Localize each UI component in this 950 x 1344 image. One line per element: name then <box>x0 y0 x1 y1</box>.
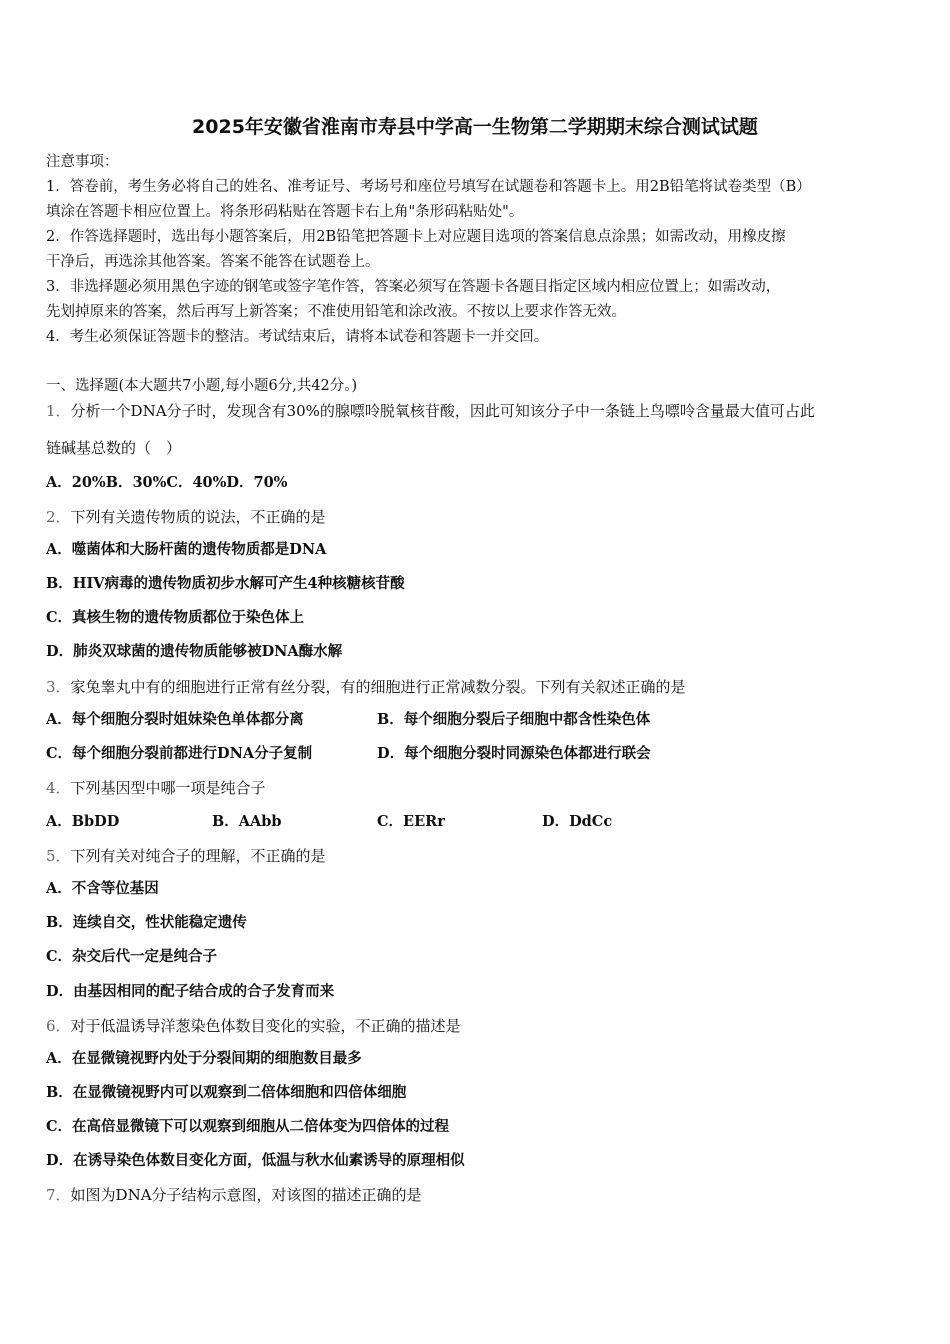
notice-line-6: 先划掉原来的答案，然后再写上新答案；不准使用铅笔和涂改液。不按以上要求作答无效。 <box>46 304 626 320</box>
notice-line-3: 2．作答选择题时，选出每小题答案后，用2B铅笔把答题卡上对应题目选项的答案信息点涂黑；如需改动，用橡皮擦 <box>46 229 786 245</box>
question-number: 7． <box>46 1186 71 1204</box>
option-b: B．HIV病毒的遗传物质初步水解可产生4种核糖核苷酸 <box>46 575 405 592</box>
option-d: D．每个细胞分裂时同源染色体都进行联会 <box>377 745 651 762</box>
question-1-stem-continued: 链碱基总数的（ ） <box>46 439 182 457</box>
question-7 <box>46 1185 422 1205</box>
option-a: A．BbDD <box>46 813 120 830</box>
option-d: D．DdCc <box>542 813 613 830</box>
option-c: C．EERr <box>377 813 445 830</box>
option-a: A．在显微镜视野内处于分裂间期的细胞数目最多 <box>46 1050 362 1067</box>
question-5 <box>46 846 326 866</box>
question-1 <box>46 401 815 421</box>
page-title: 2025年安徽省淮南市寿县中学高一生物第二学期期末综合测试试题 <box>192 116 758 138</box>
option-b: B．连续自交，性状能稳定遗传 <box>46 914 247 931</box>
option-a: A．每个细胞分裂时姐妹染色单体都分离 <box>46 711 304 728</box>
notice-heading: 注意事项： <box>46 154 119 170</box>
question-number: 5． <box>46 847 71 865</box>
question-stem: 下列有关对纯合子的理解，不正确的是 <box>70 847 326 865</box>
question-stem: 对于低温诱导洋葱染色体数目变化的实验，不正确的描述是 <box>70 1017 461 1035</box>
option-c: C．真核生物的遗传物质都位于染色体上 <box>46 609 305 626</box>
option-c: C．每个细胞分裂前都进行DNA分子复制 <box>46 745 313 762</box>
option-d: D．肺炎双球菌的遗传物质能够被DNA酶水解 <box>46 643 343 660</box>
option-a: A．不含等位基因 <box>46 880 159 897</box>
question-number: 4． <box>46 779 71 797</box>
question-stem: 家兔睾丸中有的细胞进行正常有丝分裂，有的细胞进行正常减数分裂。下列有关叙述正确的是 <box>70 678 686 696</box>
question-2 <box>46 507 326 527</box>
question-stem: 如图为DNA分子结构示意图，对该图的描述正确的是 <box>70 1186 422 1204</box>
question-4 <box>46 778 266 798</box>
notice-line-5: 3．非选择题必须用黑色字迹的钢笔或签字笔作答，答案必须写在答题卡各题目指定区域内相应位置上；如需改动， <box>46 279 781 295</box>
option-c: C．杂交后代一定是纯合子 <box>46 948 218 965</box>
question-stem: 下列基因型中哪一项是纯合子 <box>70 779 266 797</box>
question-stem: 下列有关遗传物质的说法，不正确的是 <box>70 508 326 526</box>
question-1-options: A．20%B．30%C．40%D．70% <box>46 474 288 491</box>
option-a: A．噬菌体和大肠杆菌的遗传物质都是DNA <box>46 541 327 558</box>
question-number: 1． <box>46 402 71 420</box>
option-d: D．在诱导染色体数目变化方面，低温与秋水仙素诱导的原理相似 <box>46 1152 465 1169</box>
option-d: D．由基因相同的配子结合成的合子发育而来 <box>46 983 335 1000</box>
option-b: B．在显微镜视野内可以观察到二倍体细胞和四倍体细胞 <box>46 1084 407 1101</box>
notice-line-7: 4．考生必须保证答题卡的整洁。考试结束后，请将本试卷和答题卡一并交回。 <box>46 329 549 345</box>
question-6 <box>46 1016 461 1036</box>
question-3 <box>46 677 686 697</box>
notice-line-1: 1．答卷前，考生务必将自己的姓名、准考证号、考场号和座位号填写在试题卷和答题卡上。用2B铅笔将试卷类型（B） <box>46 179 811 195</box>
notice-line-2: 填涂在答题卡相应位置上。将条形码粘贴在答题卡右上角"条形码粘贴处"。 <box>46 204 524 220</box>
question-number: 3． <box>46 678 71 696</box>
question-stem: 分析一个DNA分子时，发现含有30%的腺嘌呤脱氧核苷酸，因此可知该分子中一条链上鸟嘌呤含量最大值可占此 <box>70 402 815 420</box>
section-header: 一、选择题(本大题共7小题,每小题6分,共42分。) <box>46 378 358 394</box>
option-b: B．AAbb <box>212 813 282 830</box>
question-number: 2． <box>46 508 71 526</box>
option-b: B．每个细胞分裂后子细胞中都含性染色体 <box>377 711 651 728</box>
option-c: C．在高倍显微镜下可以观察到细胞从二倍体变为四倍体的过程 <box>46 1118 450 1135</box>
question-number: 6． <box>46 1017 71 1035</box>
notice-line-4: 干净后，再选涂其他答案。答案不能答在试题卷上。 <box>46 254 380 270</box>
